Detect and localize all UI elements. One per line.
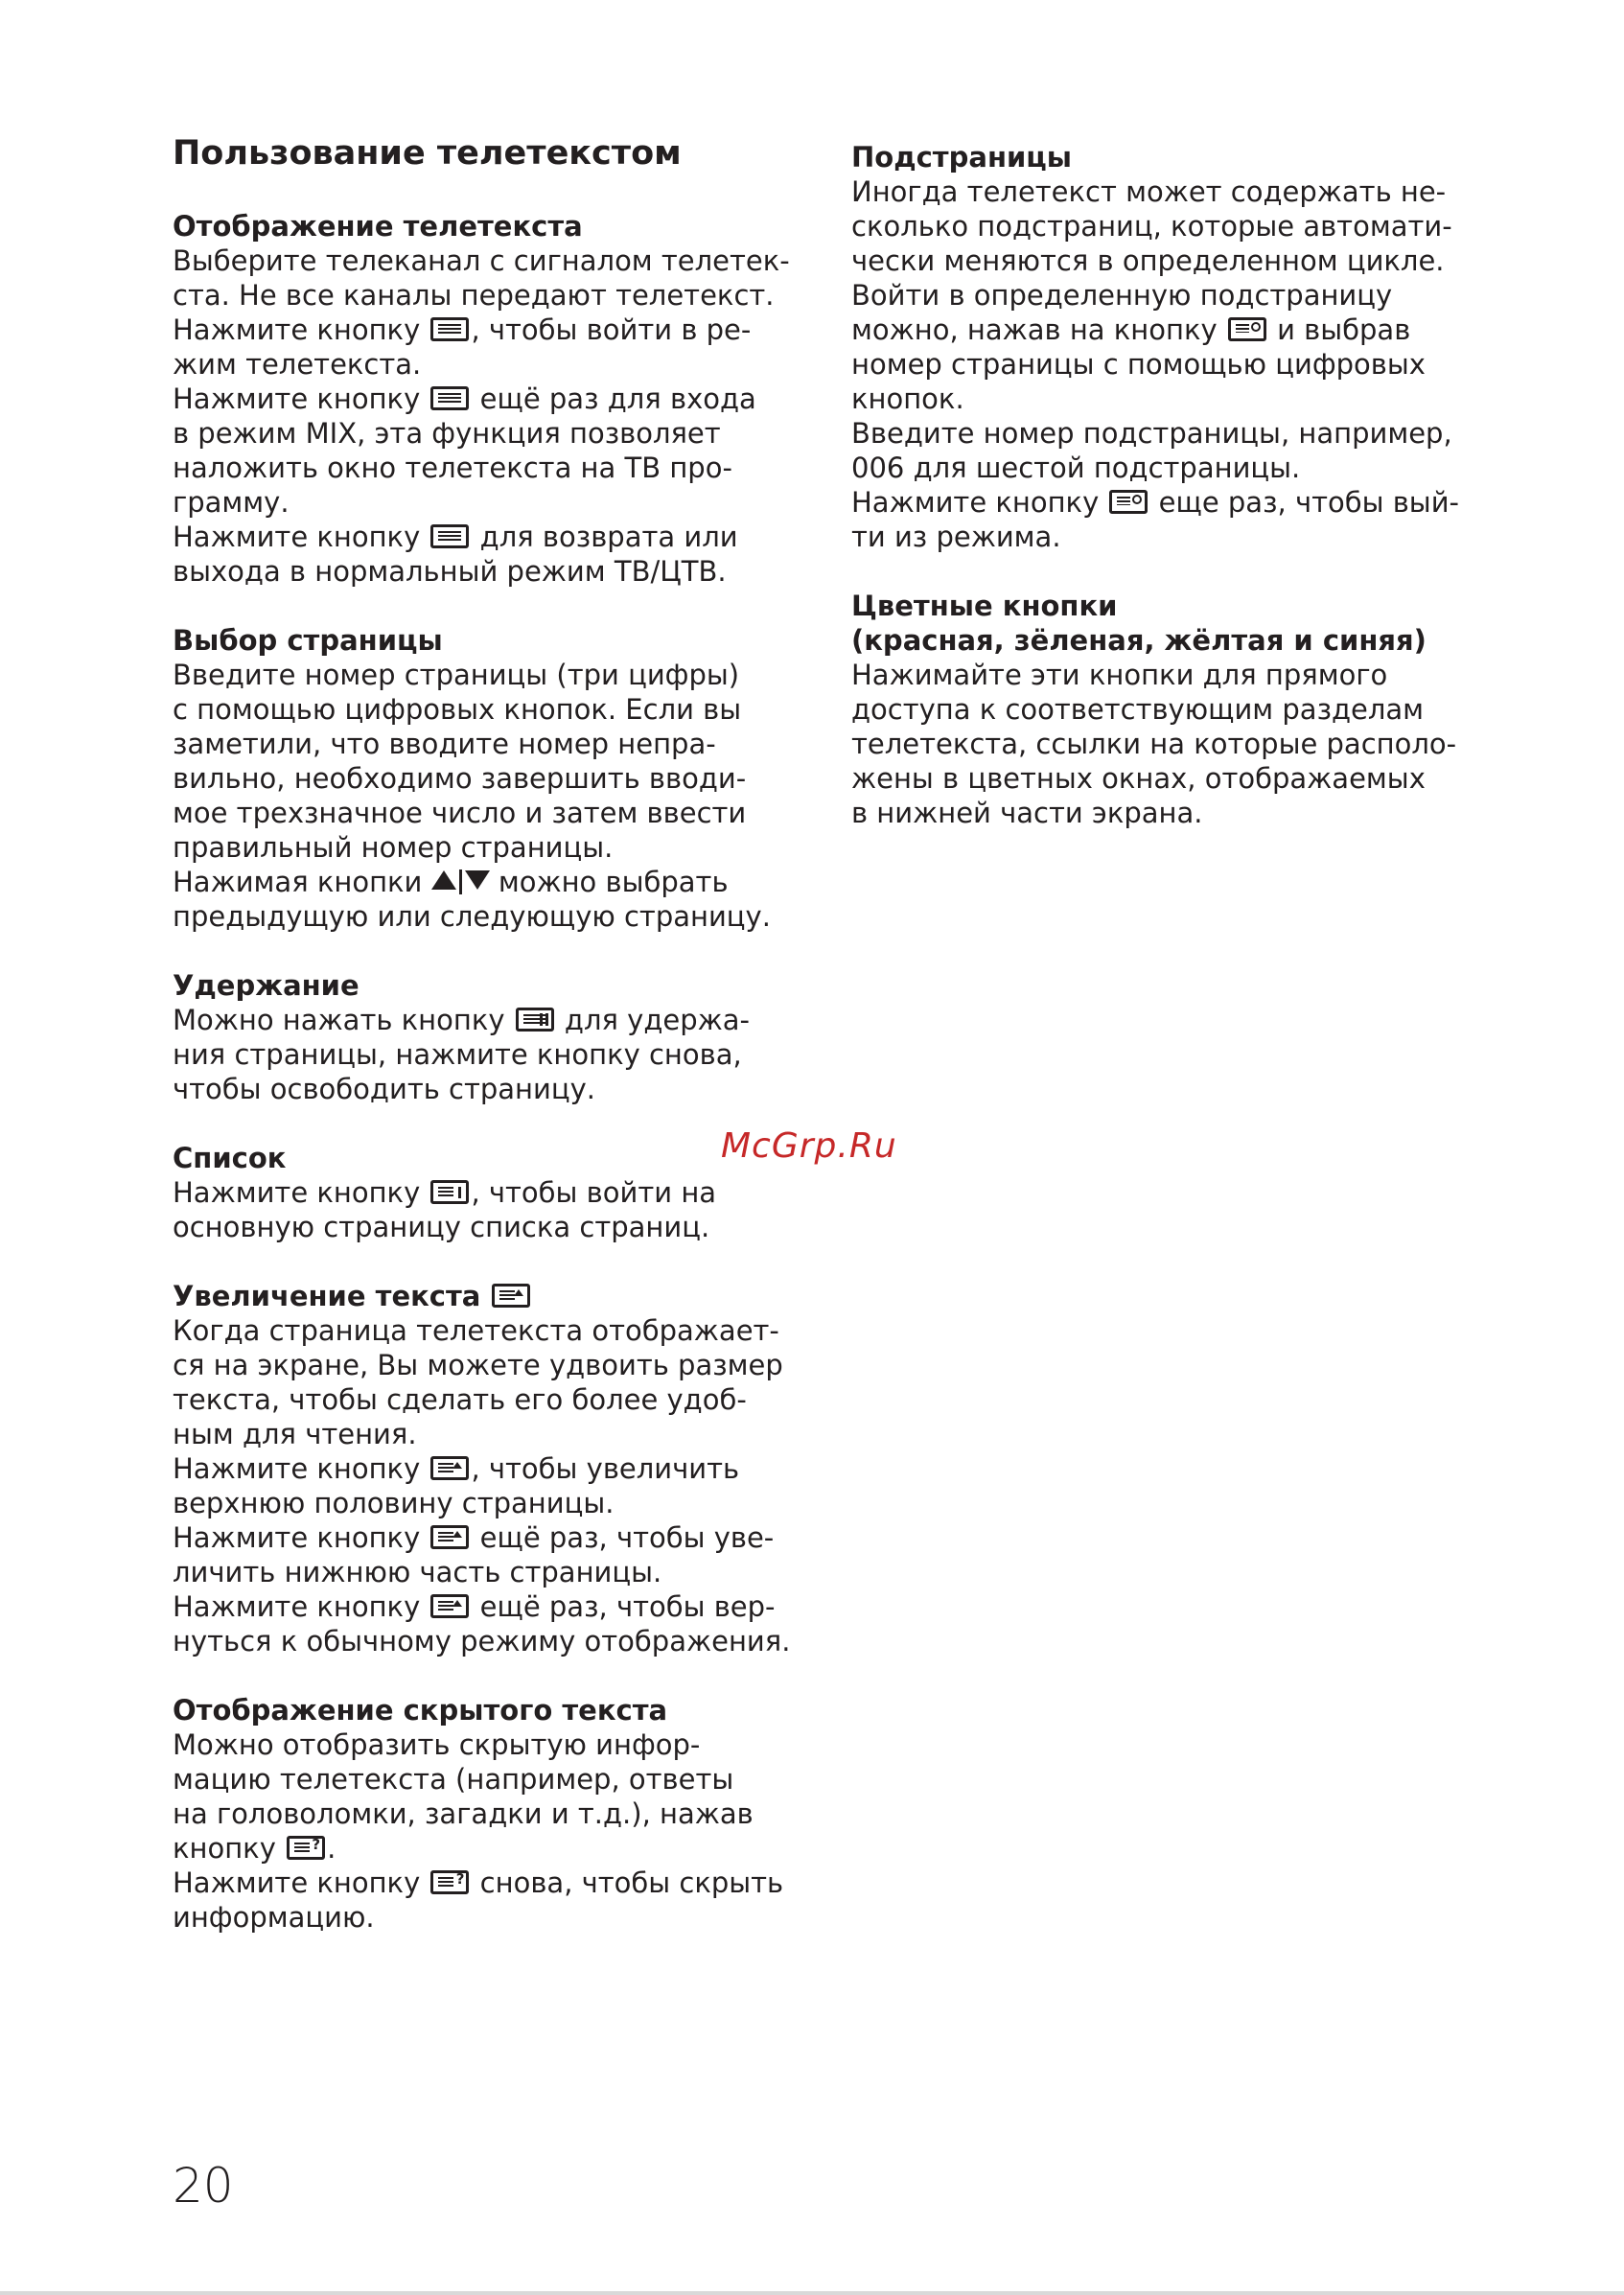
text-fragment: Нажмите кнопку — [173, 1176, 429, 1209]
text-fragment: и выбрав — [1267, 313, 1411, 346]
triangle-up-icon — [431, 870, 456, 890]
text-fragment: Нажмите кнопку — [173, 1521, 429, 1554]
text-fragment: для возврата или — [471, 521, 738, 553]
text-line: текста, чтобы сделать его более удоб- — [173, 1383, 747, 1416]
text-line: заметили, что вводите номер непра- — [173, 728, 716, 760]
teletext-icon — [430, 317, 469, 341]
section-heading: Подстраницы — [851, 141, 1073, 174]
text-fragment: можно выбрать — [489, 866, 729, 898]
text-line: в режим MIX, эта функция позволяет — [173, 417, 721, 450]
text-line: жим телетекста. — [173, 348, 422, 381]
text-line: правильный номер страницы. — [173, 831, 614, 864]
heading-text: Увеличение текста — [173, 1280, 481, 1312]
separator-bar — [459, 869, 462, 894]
text-fragment: ещё раз для входа — [471, 382, 756, 415]
text-fragment: Можно нажать кнопку — [173, 1004, 514, 1036]
text-line: информацию. — [173, 1901, 375, 1934]
text-line: ся на экране, Вы можете удвоить размер — [173, 1349, 783, 1381]
subpage-icon — [1228, 317, 1266, 341]
section-heading: Отображение телетекста — [173, 210, 583, 243]
text-line: телетекста, ссылки на которые располо- — [851, 728, 1457, 760]
teletext-icon — [430, 386, 469, 410]
text-line — [173, 1831, 783, 1866]
text-line: чески меняются в определенном цикле. — [851, 244, 1445, 277]
text-line: номер страницы с помощью цифровых — [851, 348, 1426, 381]
text-fragment: Нажмите кнопку — [173, 313, 429, 346]
text-fragment: , чтобы увеличить — [471, 1452, 740, 1485]
section-index — [173, 1141, 716, 1244]
watermark: McGrp.Ru — [721, 1126, 897, 1166]
section-hold — [173, 968, 750, 1106]
text-fragment: ещё раз, чтобы уве- — [471, 1521, 775, 1554]
text-line: ти из режима. — [851, 521, 1061, 553]
text-line — [173, 1866, 783, 1900]
text-line — [173, 865, 771, 899]
text-line: чтобы освободить страницу. — [173, 1073, 595, 1105]
section-size — [173, 1279, 790, 1658]
text-line: Введите номер страницы (три цифры) — [173, 659, 740, 691]
text-line: на головоломки, загадки и т.д.), нажав — [173, 1797, 754, 1830]
text-fragment: снова, чтобы скрыть — [471, 1866, 784, 1899]
size-icon — [430, 1456, 469, 1480]
text-line — [173, 520, 790, 554]
text-line: Когда страница телетекста отображает- — [173, 1314, 779, 1347]
text-line: Войти в определенную подстраницу — [851, 279, 1393, 312]
section-heading: Отображение скрытого текста — [173, 1694, 668, 1727]
reveal-icon — [287, 1836, 325, 1860]
text-line — [173, 1003, 750, 1037]
text-line: личить нижнюю часть страницы. — [173, 1556, 662, 1588]
text-fragment: Нажмите кнопку — [173, 1452, 429, 1485]
text-line — [851, 485, 1459, 520]
section-heading — [173, 1279, 790, 1313]
section-reveal — [173, 1693, 783, 1935]
text-fragment: Нажмите кнопку — [851, 486, 1108, 519]
text-line: жены в цветных окнах, отображаемых — [851, 762, 1426, 795]
size-icon — [430, 1594, 469, 1618]
text-line — [173, 382, 790, 416]
section-subpages — [851, 140, 1459, 554]
text-line: Иногда телетекст может содержать не- — [851, 175, 1447, 208]
section-heading: Список — [173, 1142, 287, 1174]
text-line: грамму. — [173, 486, 290, 519]
text-line: мое трехзначное число и затем ввести — [173, 797, 747, 829]
subpage-icon — [1109, 490, 1148, 514]
section-color-keys — [851, 589, 1456, 830]
page-title: Пользование телетекстом — [173, 134, 682, 173]
text-line: вильно, необходимо завершить вводи- — [173, 762, 747, 795]
text-fragment: . — [327, 1832, 336, 1865]
text-line: наложить окно телетекста на ТВ про- — [173, 452, 732, 484]
text-fragment: ещё раз, чтобы вер- — [471, 1590, 776, 1623]
section-heading: Цветные кнопки — [851, 590, 1118, 622]
section-subheading: (красная, зёленая, жёлтая и синяя) — [851, 624, 1427, 657]
text-line: ным для чтения. — [173, 1418, 417, 1450]
text-line: основную страницу списка страниц. — [173, 1211, 710, 1243]
section-page-select — [173, 623, 771, 934]
reveal-icon — [430, 1870, 469, 1894]
text-line — [173, 1175, 716, 1210]
text-fragment: можно, нажав на кнопку — [851, 313, 1226, 346]
text-line: ста. Не все каналы передают телетекст. — [173, 279, 775, 312]
bottom-rule — [0, 2291, 1624, 2295]
text-line — [173, 1589, 790, 1624]
text-line: в нижней части экрана. — [851, 797, 1203, 829]
text-line: ния страницы, нажмите кнопку снова, — [173, 1038, 742, 1071]
text-line: сколько подстраниц, которые автомати- — [851, 210, 1452, 243]
teletext-icon — [430, 524, 469, 548]
page-number: 20 — [173, 2158, 234, 2214]
text-line: доступа к соответствующим разделам — [851, 693, 1425, 726]
size-icon — [492, 1284, 530, 1308]
text-fragment: Нажмите кнопку — [173, 1866, 429, 1899]
text-line: с помощью цифровых кнопок. Если вы — [173, 693, 742, 726]
text-line: предыдущую или следующую страницу. — [173, 900, 771, 933]
text-line — [173, 1520, 790, 1555]
hold-icon — [516, 1008, 554, 1032]
text-fragment: , чтобы войти на — [471, 1176, 717, 1209]
text-fragment: Нажмите кнопку — [173, 382, 429, 415]
section-display — [173, 209, 790, 589]
text-fragment: Нажмите кнопку — [173, 1590, 429, 1623]
text-fragment: , чтобы войти в ре- — [471, 313, 752, 346]
text-line: 006 для шестой подстраницы. — [851, 452, 1301, 484]
text-line — [173, 1451, 790, 1486]
section-heading: Удержание — [173, 969, 360, 1002]
text-line: Выберите телеканал с сигналом телетек- — [173, 244, 790, 277]
text-fragment: Нажмите кнопку — [173, 521, 429, 553]
section-heading: Выбор страницы — [173, 624, 443, 657]
text-line: кнопок. — [851, 382, 964, 415]
text-line: Можно отобразить скрытую инфор- — [173, 1728, 701, 1761]
text-line: верхнюю половину страницы. — [173, 1487, 615, 1519]
text-line: Нажимайте эти кнопки для прямого — [851, 659, 1388, 691]
text-line: мацию телетекста (например, ответы — [173, 1763, 734, 1796]
text-fragment: еще раз, чтобы вый- — [1149, 486, 1460, 519]
text-line: нуться к обычному режиму отображения. — [173, 1625, 791, 1658]
text-line — [173, 313, 790, 347]
text-line — [851, 313, 1459, 347]
text-fragment: кнопку — [173, 1832, 286, 1865]
text-line: Введите номер подстраницы, например, — [851, 417, 1452, 450]
text-line: выхода в нормальный режим ТВ/ЦТВ. — [173, 555, 727, 588]
triangle-down-icon — [465, 870, 490, 890]
text-fragment: для удержа- — [555, 1004, 751, 1036]
size-icon — [430, 1525, 469, 1549]
text-fragment: Нажимая кнопки — [173, 866, 431, 898]
index-icon — [430, 1180, 469, 1204]
